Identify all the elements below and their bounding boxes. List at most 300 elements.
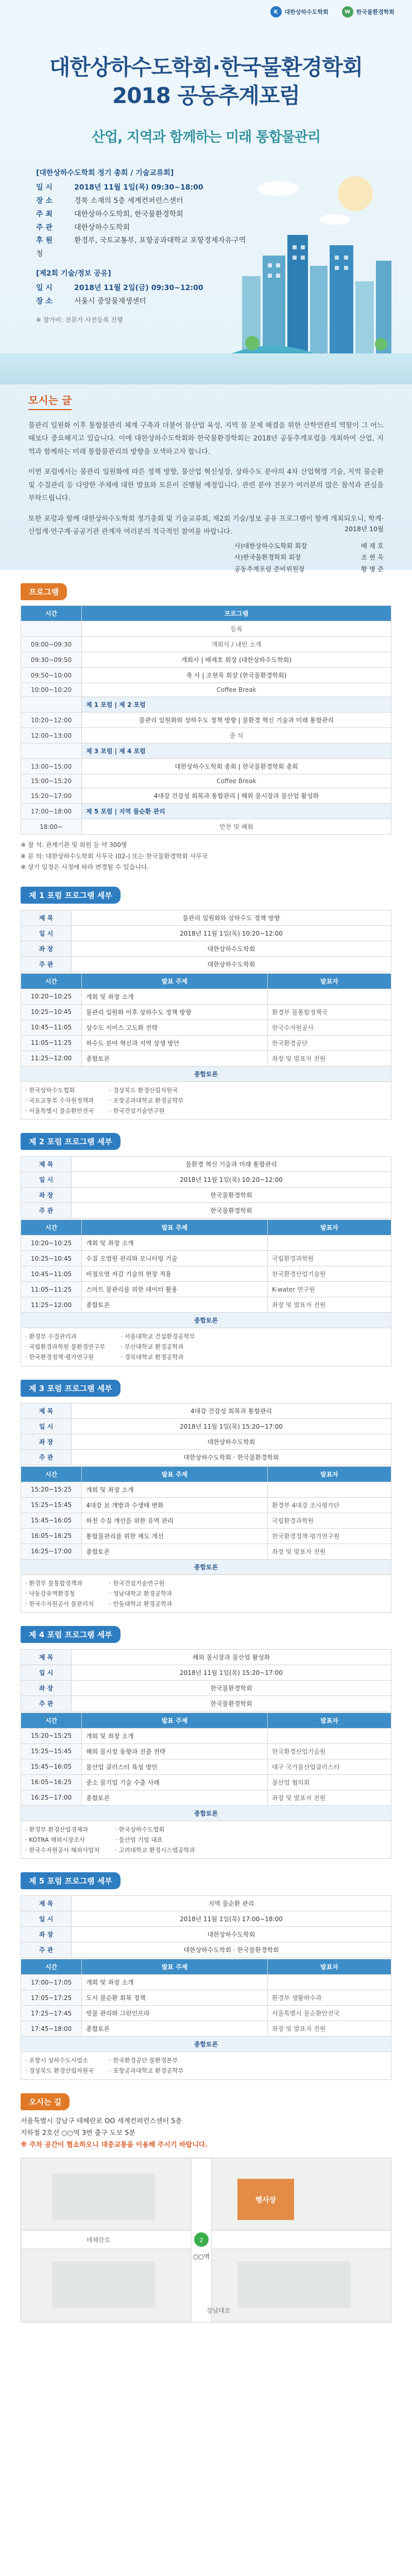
kswe-logo-icon: W [342, 6, 353, 18]
session-meta-key: 일 시 [21, 1911, 72, 1927]
session-talk-row [21, 1513, 391, 1528]
talk-presenter: 환경부 4대강 조사평가단 [268, 1497, 391, 1513]
talk-time: 11:25~12:00 [21, 1297, 82, 1313]
program-row [21, 788, 391, 804]
location-section [0, 2080, 412, 2323]
talk-time: 10:45~11:05 [21, 1266, 82, 1282]
talk-time: 10:25~10:45 [21, 1004, 82, 1020]
session-talk-row [21, 2006, 391, 2021]
panel-columns [25, 1578, 387, 1609]
info-row [36, 234, 252, 261]
info-value: 대한상하수도학회 [74, 223, 130, 232]
panel-col [25, 1578, 94, 1609]
talk-title: 하수도 분야 혁신과 지역 상생 방안 [82, 1035, 268, 1050]
panel-row [21, 2052, 391, 2079]
talk-time: 15:25~15:45 [21, 1743, 82, 1759]
talk-title: 중소 물기업 기술 수출 사례 [82, 1774, 268, 1790]
session-meta-key: 일 시 [21, 1665, 72, 1680]
program-time: 09:00~09:30 [21, 637, 82, 652]
session-meta-table [21, 1649, 391, 1711]
talk-title: 개회 및 좌장 소개 [82, 1482, 268, 1497]
panel-row [21, 1328, 391, 1366]
session-talk-row [21, 1759, 391, 1774]
session-meta-value: 대한상하수도학회 [72, 941, 391, 956]
panel-col [115, 1824, 195, 1855]
signer-name: 황 병 준 [360, 565, 384, 573]
svg-text:2: 2 [199, 2236, 203, 2244]
program-row [21, 713, 391, 728]
session-head-row [21, 1713, 391, 1728]
session-talk-row [21, 1728, 391, 1743]
program-time: 09:50~10:00 [21, 668, 82, 683]
talk-title: 개회 및 좌장 소개 [82, 1728, 268, 1743]
talk-presenter [268, 1482, 391, 1497]
talk-title: 통합물관리를 위한 제도 개선 [82, 1528, 268, 1544]
session-col-header: 발표자 [268, 1220, 391, 1235]
signer-name: 조 현 욱 [360, 553, 384, 561]
signatures [234, 523, 384, 575]
panel-col [25, 2055, 94, 2076]
panel-col [25, 1824, 99, 1855]
session-section [0, 1859, 412, 2079]
program-content: Coffee Break [82, 774, 391, 788]
info-row [36, 195, 252, 208]
panel-head: 종합토론 [21, 1066, 391, 1081]
session-col-header: 발표 주제 [82, 973, 268, 989]
session-meta-row [21, 1680, 391, 1696]
program-time: 18:00~ [21, 819, 82, 835]
info-value: 경북 소재의 5층 세계컨퍼런스센터 [74, 196, 183, 205]
talk-title: 수질 오염원 관리와 모니터링 기술 [82, 1251, 268, 1266]
location-map[interactable] [21, 2158, 391, 2323]
signer-role: 사)대한상하수도학회 회장 [234, 541, 307, 550]
session-talk-row [21, 1990, 391, 2006]
panelist: · 국토교통부 수자원정책과 [25, 1096, 94, 1104]
session-meta-table [21, 1403, 391, 1465]
session-meta-key: 제 목 [21, 1896, 72, 1911]
program-time [21, 743, 82, 759]
program-content: 대한상하수도학회 총회 | 한국물환경학회 총회 [82, 759, 391, 774]
invitation-p3: 또한 포럼과 함께 대한상하수도학회 정기총회 및 기술교류회, 제2회 기술/정보 공유 프로그램이 함께 개최되오니, 학계·산업계·연구계·공공기관 관계자 여러분의 적극적인 참여를 바랍니다. [28, 515, 384, 536]
session-meta-value: 물관리 일원화와 상하수도 정책 방향 [72, 910, 391, 925]
session-meta-key: 좌 장 [21, 1188, 72, 1203]
session-badge: 제 4 포럼 프로그램 세부 [21, 1626, 121, 1643]
session-col-header: 발표자 [268, 1959, 391, 1975]
map-road1-label: 테헤란로 [86, 2236, 111, 2244]
panelist: · 영남대학교 환경공학과 [109, 1589, 173, 1597]
info-label: 일 시 [36, 183, 53, 192]
info-row [36, 282, 252, 295]
session-head-row [21, 1959, 391, 1975]
session-meta-value: 한국물환경학회 [72, 1188, 391, 1203]
ground-band [0, 353, 412, 384]
session-col-header: 발표자 [268, 1713, 391, 1728]
session-talk-row [21, 1790, 391, 1805]
kswwe-logo-icon: K [270, 6, 282, 18]
info-value: 2018년 11월 2일(금) 09:30~12:00 [74, 284, 203, 293]
invitation-label: 모시는 글 [28, 392, 72, 410]
invitation-p1: 물관리 일원화 이후 통합물관리 체계 구축과 더불어 물산업 육성, 지역 물 문제 해결을 위한 산학연관의 역할이 그 어느 때보다 중요해지고 있습니다. 이에 대한상하수도학회와 한국물환경학회는 2018년 공동추계포럼을 개최하여 산업, 지역과 함께하는 미래 통합물관리의 방향을 모색하고자 합니다. [28, 422, 384, 456]
program-time: 09:30~09:50 [21, 652, 82, 668]
program-content: Coffee Break [82, 683, 391, 697]
session-head-row [21, 1220, 391, 1235]
program-row [21, 697, 391, 713]
session-meta-key: 일 시 [21, 1418, 72, 1434]
program-time: 17:00~18:00 [21, 804, 82, 819]
session-meta-value: 대한상하수도학회 [72, 956, 391, 972]
session-meta-row [21, 1649, 391, 1665]
info-row [36, 222, 252, 235]
panelist: · 한국환경정책·평가연구원 [25, 1353, 94, 1361]
hero-subtitle: 산업, 지역과 함께하는 미래 통합물관리 [91, 129, 321, 145]
org1-name: 대한상하수도학회 [284, 9, 329, 15]
info-label: 장 소 [36, 196, 53, 205]
talk-title: 물산업 클러스터 육성 방안 [82, 1759, 268, 1774]
invitation [28, 392, 384, 546]
panelist: · 서울특별시 물순환안전국 [25, 1107, 94, 1115]
session-meta-row [21, 1665, 391, 1680]
panelist: · 한국건설기술연구원 [109, 1579, 165, 1587]
panel-head-row [21, 1805, 391, 1821]
session-talk-row [21, 1266, 391, 1282]
talk-presenter: 대구 국가물산업클러스터 [268, 1759, 391, 1774]
session-talk-row [21, 1497, 391, 1513]
talk-presenter: 한국환경정책·평가연구원 [268, 1528, 391, 1544]
program-badge: 프로그램 [21, 583, 67, 600]
panel-list [21, 1821, 391, 1858]
info-label: 일 시 [36, 284, 53, 293]
program-content: 개회사 | 배재호 회장 (대한상하수도학회) [82, 652, 391, 668]
session-head-row [21, 973, 391, 989]
talk-time: 16:25~17:00 [21, 1544, 82, 1559]
session-talk-row [21, 1235, 391, 1251]
session-meta-row [21, 1418, 391, 1434]
panel-row [21, 1821, 391, 1858]
session-meta-key: 주 관 [21, 1203, 72, 1218]
session-section [0, 873, 412, 1120]
program-note: ※ 참 석: 관계기관 및 회원 등 약 300명 [21, 841, 127, 849]
session-talk-row [21, 1743, 391, 1759]
talk-presenter: 좌장 및 발표자 전원 [268, 1544, 391, 1559]
talk-presenter: 좌장 및 발표자 전원 [268, 1297, 391, 1313]
session-talk-table [21, 1466, 391, 1613]
panel-columns [25, 2055, 387, 2076]
panelist: · 한국수자원공사 물관리처 [25, 1600, 94, 1607]
talk-presenter: 국립환경과학원 [268, 1513, 391, 1528]
session-meta-key: 제 목 [21, 1157, 72, 1172]
panel-head-row [21, 1066, 391, 1081]
session-talk-row [21, 1297, 391, 1313]
program-time: 10:00~10:20 [21, 683, 82, 697]
session-meta-value: 대한상하수도학회 · 한국물환경학회 [72, 1449, 391, 1465]
session-meta-value: 물환경 혁신 기술과 미래 통합관리 [72, 1157, 391, 1172]
talk-title: 도시 물순환 회복 정책 [82, 1990, 268, 2006]
session-talk-row [21, 1004, 391, 1020]
session-meta-key: 주 관 [21, 956, 72, 972]
session-col-header: 시간 [21, 1220, 82, 1235]
session-meta-row [21, 925, 391, 941]
program-content: 축 사 | 조현욱 회장 (한국물환경학회) [82, 668, 391, 683]
talk-time: 15:45~16:05 [21, 1759, 82, 1774]
talk-time: 11:05~11:25 [21, 1282, 82, 1297]
session-col-header: 시간 [21, 1713, 82, 1728]
program-time: 15:00~15:20 [21, 774, 82, 788]
session-meta-value: 대한상하수도학회 [72, 1927, 391, 1942]
info-label: 후 원 [36, 236, 53, 245]
program-content: 만찬 및 폐회 [82, 819, 391, 835]
panelist: · 포항공과대학교 환경공학부 [109, 1096, 184, 1104]
program-row [21, 804, 391, 819]
location-badge: 오시는 길 [21, 2093, 70, 2110]
session-meta-key: 제 목 [21, 1649, 72, 1665]
talk-title: 종합토론 [82, 1544, 268, 1559]
session-talk-row [21, 1774, 391, 1790]
session-meta-key: 일 시 [21, 1172, 72, 1188]
session-talk-row [21, 1251, 391, 1266]
session-badge: 제 5 포럼 프로그램 세부 [21, 1872, 121, 1889]
talk-title: 상수도 서비스 고도화 전략 [82, 1020, 268, 1035]
program-content: 물관리 일원화와 상하수도 정책 방향 | 물환경 혁신 기술과 미래 통합관리 [82, 713, 391, 728]
program-row [21, 637, 391, 652]
org-logo-2 [342, 6, 394, 18]
session-meta-value: 4대강 건강성 회복과 통합관리 [72, 1403, 391, 1418]
session-badge: 제 2 포럼 프로그램 세부 [21, 1133, 121, 1150]
map-road2-label: 강남대로 [207, 2307, 231, 2314]
session-talk-table [21, 1219, 391, 1366]
talk-presenter: K-water 연구원 [268, 1282, 391, 1297]
org-logo-1 [270, 6, 329, 18]
panelist: · 안동대학교 환경공학과 [109, 1600, 173, 1607]
session-col-header: 발표자 [268, 973, 391, 989]
panelist: · 부산대학교 환경공학과 [121, 1343, 184, 1351]
info-row [36, 295, 252, 309]
talk-time: 10:25~10:45 [21, 1251, 82, 1266]
session-meta-row [21, 1172, 391, 1188]
session-meta-table [21, 910, 391, 972]
talk-title: 비점오염 저감 기술의 현장 적용 [82, 1266, 268, 1282]
talk-time: 10:20~10:25 [21, 989, 82, 1004]
talk-presenter: 서울특별시 물순환안전국 [268, 2006, 391, 2021]
info-list-1 [36, 181, 252, 261]
program-notes [21, 840, 391, 873]
talk-title: 개회 및 좌장 소개 [82, 989, 268, 1004]
talk-title: 물관리 일원화 이후 상하수도 정책 방향 [82, 1004, 268, 1020]
program-time: 12:00~13:00 [21, 728, 82, 743]
panelist: · 한국환경공단 물환경본부 [109, 2057, 178, 2064]
panel-columns [25, 1331, 387, 1362]
session-meta-row [21, 1403, 391, 1418]
transit: 지하철 2호선 ○○역 3번 출구 도보 5분 [21, 2129, 135, 2137]
info-label: 주 관 [36, 223, 53, 232]
program-time [21, 697, 82, 713]
session-talk-table [21, 1959, 391, 2079]
panelist: · 포항시 상하수도사업소 [25, 2057, 89, 2064]
info-label: 주 최 [36, 210, 53, 218]
info-label: 장 소 [36, 297, 53, 306]
panel-list [21, 1328, 391, 1366]
session-meta-value: 2018년 11월 1일(목) 10:20~12:00 [72, 925, 391, 941]
talk-presenter [268, 1975, 391, 1990]
session-talk-row [21, 1975, 391, 1990]
info-value: 환경부, 국토교통부, 포항공과대학교 포항경제자유구역청 [36, 236, 246, 259]
map-graphic [21, 2158, 391, 2323]
session-section [0, 1613, 412, 1859]
info-head-2: [제2회 기술/정보 공유] [36, 269, 111, 278]
session-meta-value: 해외 물시장과 물산업 활성화 [72, 1649, 391, 1665]
info-value: 2018년 11월 1일(목) 09:30~18:00 [74, 183, 203, 192]
session-meta-key: 좌 장 [21, 1927, 72, 1942]
session-col-header: 발표 주제 [82, 1220, 268, 1235]
program-row [21, 774, 391, 788]
session-talk-row [21, 2021, 391, 2037]
session-meta-row [21, 1927, 391, 1942]
info-list-2 [36, 282, 252, 309]
panelist: · 고려대학교 환경시스템공학과 [115, 1846, 195, 1854]
session-col-header: 시간 [21, 1959, 82, 1975]
session-meta-value: 한국물환경학회 [72, 1203, 391, 1218]
session-col-header: 시간 [21, 973, 82, 989]
panelist: · 국립환경과학원 물환경연구부 [25, 1343, 106, 1351]
program-content: 중 식 [82, 728, 391, 743]
session-col-header: 발표자 [268, 1466, 391, 1482]
panel-head-row [21, 1559, 391, 1574]
session-meta-key: 주 관 [21, 1696, 72, 1711]
map-station-label: ○○역 [193, 2252, 210, 2260]
signer-name: 배 재 호 [360, 541, 384, 550]
panelist: · 환경부 환경산업경제과 [25, 1825, 89, 1833]
panelist: · 경상북도 환경산림자원국 [25, 2067, 94, 2075]
program-row [21, 743, 391, 759]
panel-row [21, 1081, 391, 1119]
session-section [0, 1120, 412, 1366]
panel-head: 종합토론 [21, 1559, 391, 1574]
session-meta-key: 주 관 [21, 1449, 72, 1465]
talk-title: 하천 수질 개선을 위한 유역 관리 [82, 1513, 268, 1528]
session-meta-row [21, 1157, 391, 1172]
panelist: · 한국수자원공사 해외사업처 [25, 1846, 100, 1854]
info-head-1: [대한상하수도학회 정기 총회 / 기술교류회] [36, 169, 174, 177]
talk-title: 종합토론 [82, 1790, 268, 1805]
top-bar [0, 0, 412, 24]
panelist: · 환경부 물통합정책과 [25, 1579, 82, 1587]
session-talk-table [21, 1713, 391, 1859]
program-content: 제 1 포럼 | 제 2 포럼 [82, 697, 391, 713]
session-meta-value: 2018년 11월 1일(목) 15:20~17:00 [72, 1418, 391, 1434]
session-meta-row [21, 1203, 391, 1218]
session-meta-value: 한국물환경학회 [72, 1680, 391, 1696]
talk-time: 15:20~15:25 [21, 1728, 82, 1743]
panelist: · 포항공과대학교 환경공학부 [109, 2067, 184, 2075]
panel-list [21, 2052, 391, 2079]
session-meta-value: 2018년 11월 1일(목) 10:20~12:00 [72, 1172, 391, 1188]
program-note: ※ 상기 일정은 사정에 따라 변경될 수 있습니다. [21, 863, 149, 871]
session-meta-row [21, 1696, 391, 1711]
session-col-header: 발표 주제 [82, 1466, 268, 1482]
session-meta-value: 2018년 11월 1일(목) 17:00~18:00 [72, 1911, 391, 1927]
talk-time: 11:25~12:00 [21, 1050, 82, 1066]
info-value: 대한상하수도학회, 한국물환경학회 [74, 210, 183, 218]
panel-head: 종합토론 [21, 1313, 391, 1328]
session-meta-key: 일 시 [21, 925, 72, 941]
talk-presenter: 한국수자원공사 [268, 1020, 391, 1035]
panelist: · 경상북도 환경산림자원국 [109, 1086, 178, 1094]
session-talk-row [21, 1050, 391, 1066]
parking-note: ※ 주차 공간이 협소하오니 대중교통을 이용해 주시기 바랍니다. [21, 2141, 208, 2149]
program-content: 등록 [82, 621, 391, 637]
panel-list [21, 1574, 391, 1612]
talk-presenter [268, 1235, 391, 1251]
talk-time: 16:25~17:00 [21, 1790, 82, 1805]
info-row [36, 181, 252, 195]
session-talk-row [21, 1282, 391, 1297]
panel-col [109, 1578, 172, 1609]
signer [234, 540, 384, 552]
talk-presenter: 국립환경과학원 [268, 1251, 391, 1266]
session-meta-row [21, 910, 391, 925]
session-meta-key: 주 관 [21, 1942, 72, 1958]
talk-time: 10:45~11:05 [21, 1020, 82, 1035]
event-info [36, 161, 252, 309]
session-meta-key: 좌 장 [21, 1434, 72, 1449]
talk-title: 스마트 물관리를 위한 데이터 활용 [82, 1282, 268, 1297]
talk-presenter [268, 1728, 391, 1743]
talk-title: 종합토론 [82, 1297, 268, 1313]
session-meta-row [21, 1911, 391, 1927]
talk-time: 17:45~18:00 [21, 2021, 82, 2037]
session-badge: 제 3 포럼 프로그램 세부 [21, 1380, 121, 1397]
panelist: · 경북대학교 환경공학과 [121, 1353, 184, 1361]
panel-col [121, 1331, 195, 1362]
session-badge: 제 1 포럼 프로그램 세부 [21, 887, 121, 904]
talk-presenter: 좌장 및 발표자 전원 [268, 2021, 391, 2037]
invitation-p2: 이번 포럼에서는 물관리 일원화에 따른 정책 방향, 물산업 혁신성장, 상하수도 분야의 4차 산업혁명 기술, 지역 물순환 및 수질관리 등 다양한 주제에 대한 발표와 토론이 진행될 예정입니다. 관련 분야 전문가 여러분의 많은 참석과 관심을 부탁드립니다. [28, 468, 384, 503]
talk-title: 빗물 관리와 그린인프라 [82, 2006, 268, 2021]
panel-col [25, 1085, 94, 1116]
talk-title: 개회 및 좌장 소개 [82, 1975, 268, 1990]
panelist: · 환경부 수질관리과 [25, 1333, 77, 1341]
panelist: · 한국상하수도협회 [25, 1086, 75, 1094]
talk-presenter: 환경부 물통합정책국 [268, 1004, 391, 1020]
program-content: 제 5 포럼 | 지역 물순환 관리 [82, 804, 391, 819]
program-row [21, 668, 391, 683]
signer [234, 552, 384, 564]
program-row [21, 759, 391, 774]
session-meta-row [21, 1896, 391, 1911]
talk-time: 17:00~17:05 [21, 1975, 82, 1990]
talk-title: 4대강 보 개방과 수생태 변화 [82, 1497, 268, 1513]
session-talk-row [21, 989, 391, 1004]
session-meta-row [21, 1188, 391, 1203]
signer-role: 공동추계포럼 준비위원장 [234, 565, 305, 573]
session-talk-row [21, 1035, 391, 1050]
session-col-header: 시간 [21, 1466, 82, 1482]
program-content: 제 3 포럼 | 제 4 포럼 [82, 743, 391, 759]
panel-head-row [21, 2037, 391, 2052]
talk-title: 종합토론 [82, 2021, 268, 2037]
program-row [21, 621, 391, 637]
panel-col [109, 2055, 183, 2076]
panelist: · 한국건설기술연구원 [109, 1107, 165, 1115]
program-row [21, 683, 391, 697]
session-meta-key: 제 목 [21, 1403, 72, 1418]
program-content: 개회식 / 내빈 소개 [82, 637, 391, 652]
talk-presenter: 좌장 및 발표자 전원 [268, 1790, 391, 1805]
talk-time: 15:45~16:05 [21, 1513, 82, 1528]
session-meta-key: 제 목 [21, 910, 72, 925]
program-content: 4대강 건강성 회복과 통합관리 | 해외 물시장과 물산업 활성화 [82, 788, 391, 804]
panel-col [25, 1331, 105, 1362]
panel-columns [25, 1824, 387, 1855]
